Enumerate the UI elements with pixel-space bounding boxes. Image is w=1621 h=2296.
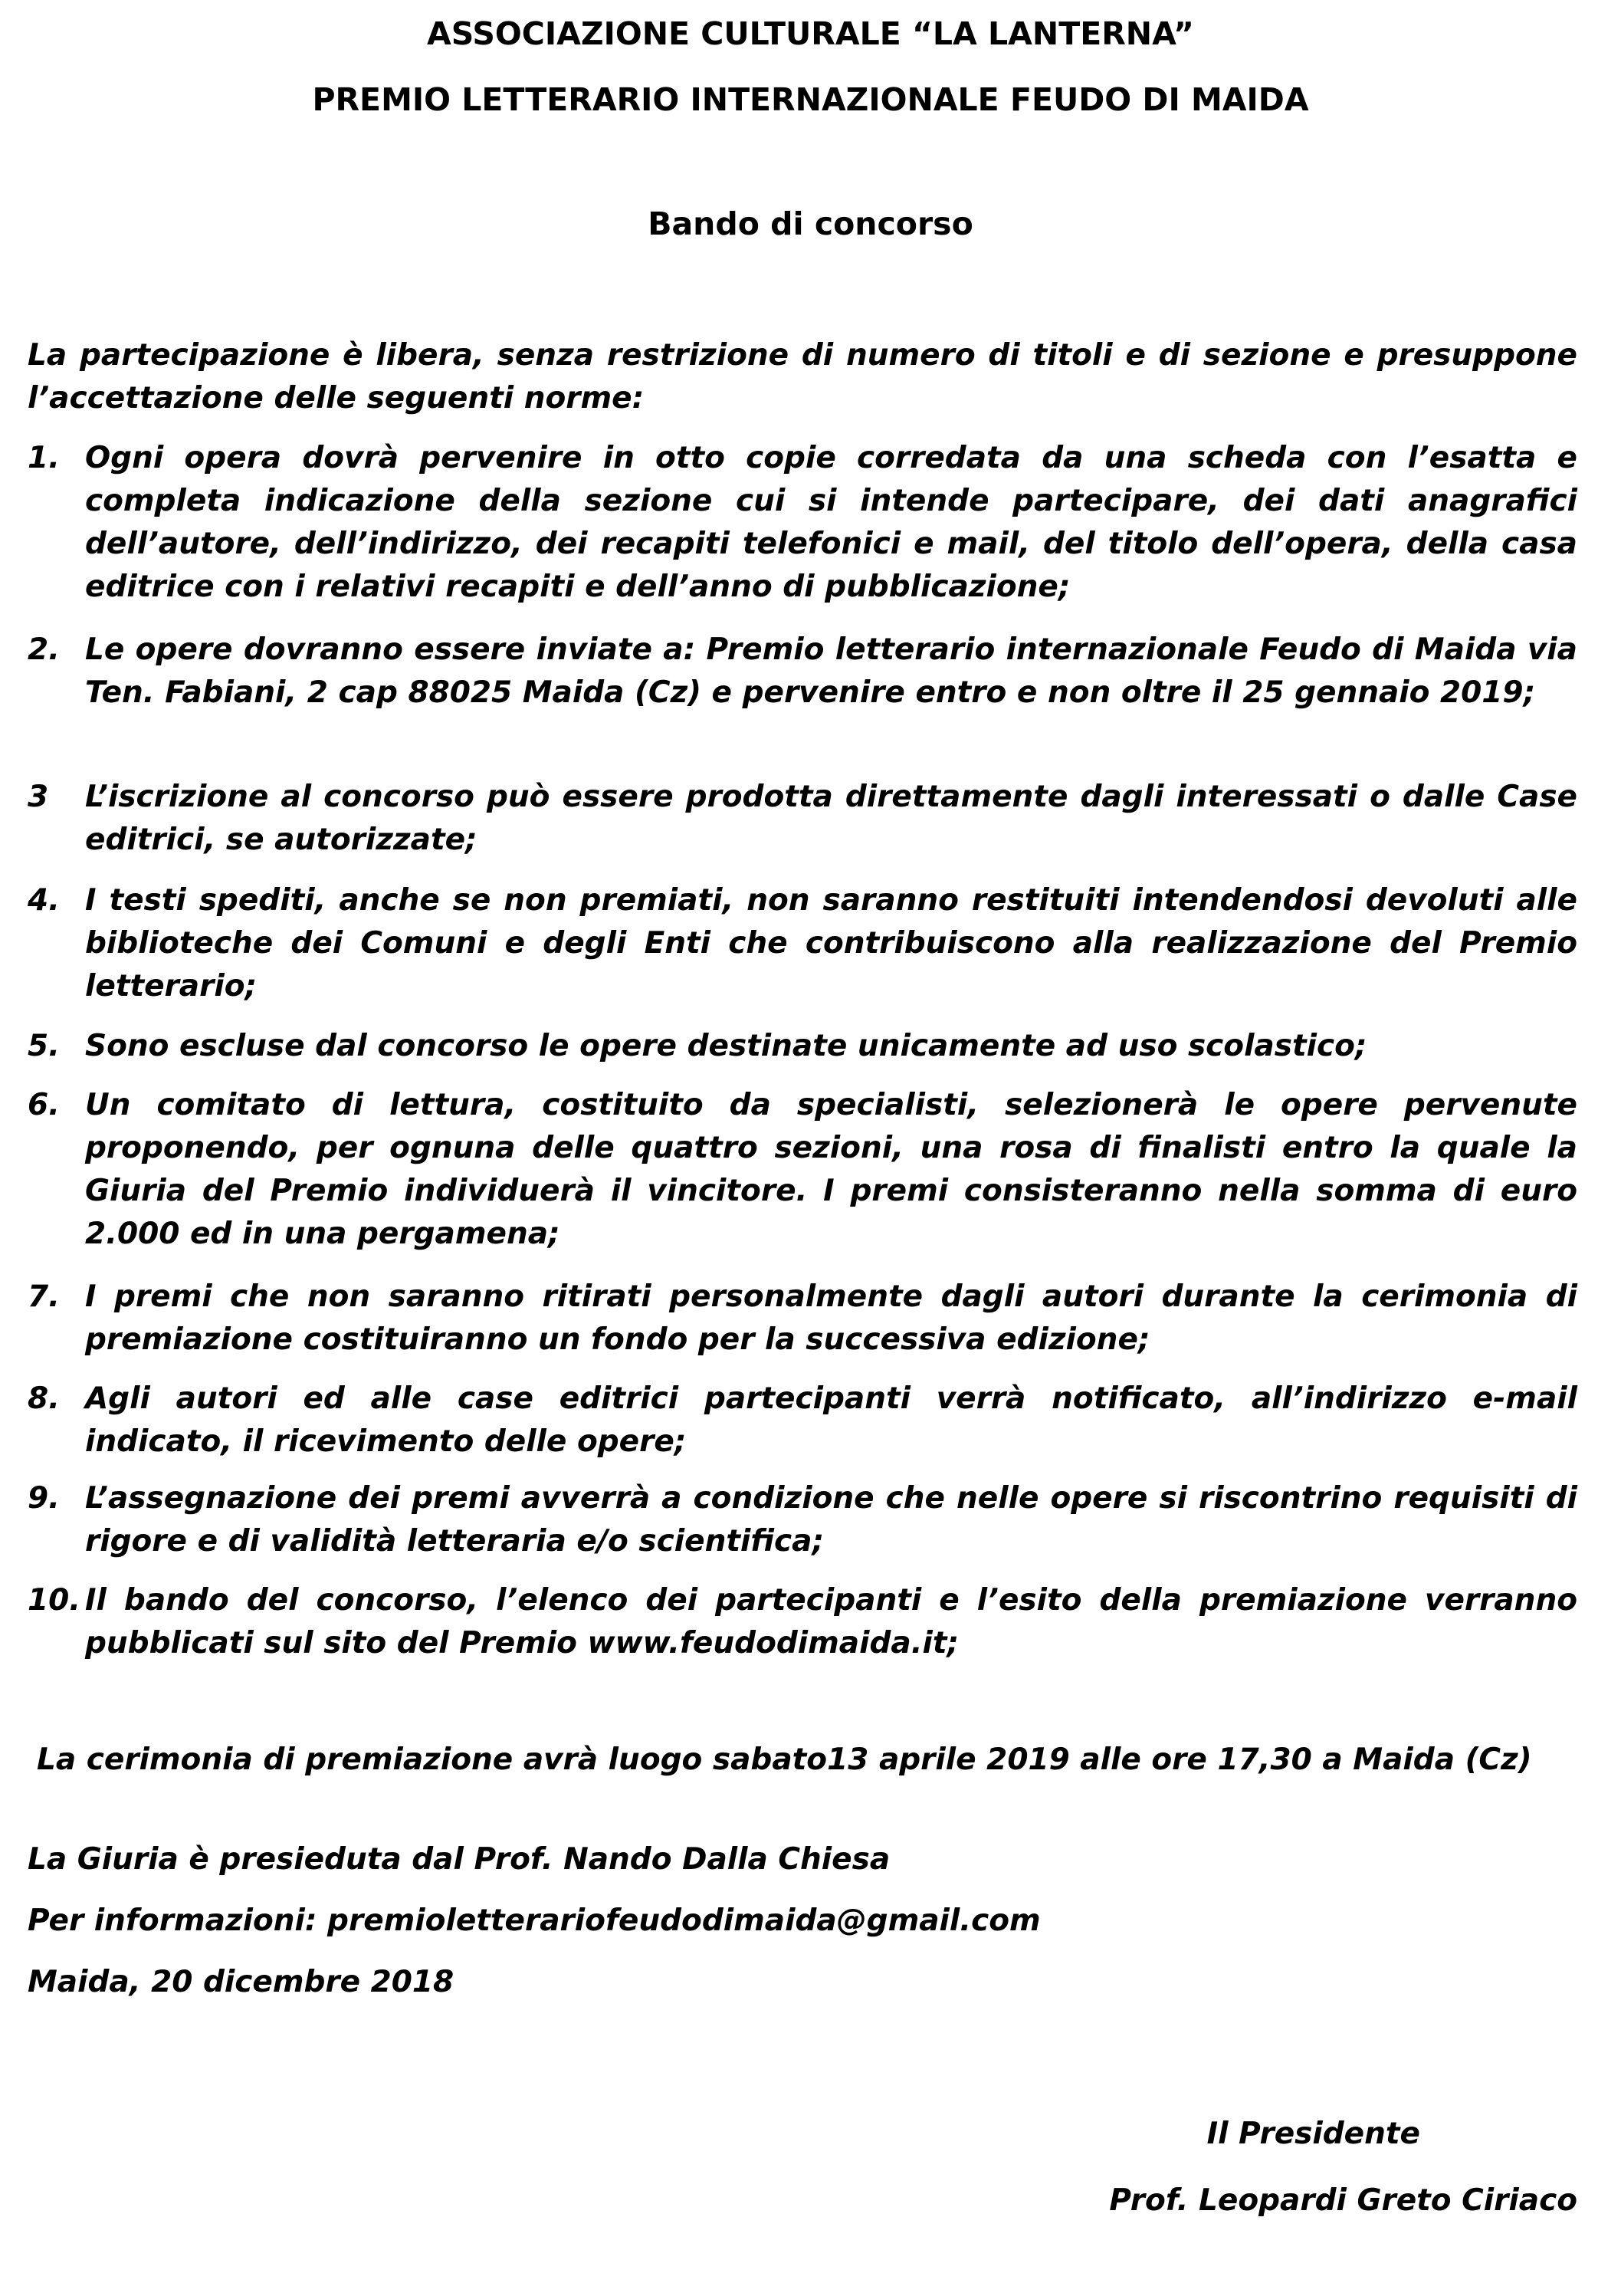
rule-item <box>28 1579 1577 1665</box>
rule-item <box>28 629 1577 714</box>
rule-text: Le opere dovranno essere inviate a: Premio letterario internazionale Feudo di Maida via Ten. Fabiani, 2 cap 88025 Maida (Cz) e pervenire entro e non oltre il 25 gennaio 2019; <box>85 632 1577 710</box>
signature-name: Prof. Leopardi Greto Ciriaco <box>1109 2183 1577 2218</box>
rule-number: 1. <box>28 441 60 475</box>
rule-text: I testi spediti, anche se non premiati, non saranno restituiti intendendosi devoluti alle biblioteche dei Comuni e degli Enti che contribuiscono alla realizzazione del Premio letterario; <box>85 883 1577 1003</box>
rule-number: 2. <box>28 632 60 667</box>
rule-number: 4. <box>28 883 60 918</box>
prize-title: PREMIO LETTERARIO INTERNAZIONALE FEUDO DI MAIDA <box>312 81 1309 118</box>
intro-paragraph: La partecipazione è libera, senza restrizione di numero di titoli e di sezione e presuppone l’accettazione delle seguenti norme: <box>28 338 1577 416</box>
rule-text: Ogni opera dovrà pervenire in otto copie corredata da una scheda con l’esatta e completa indicazione della sezione cui si intende partecipare, dei dati anagrafici dell’autore, dell’indirizzo, dei recapiti telefonici e mail, del titolo dell’opera, della casa editrice con i relativi recapiti e dell’anno di pubblicazione; <box>85 441 1577 604</box>
jury-notice: La Giuria è presieduta dal Prof. Nando Dalla Chiesa <box>28 1842 891 1877</box>
notice-title: Bando di concorso <box>648 205 973 242</box>
rule-text: Un comitato di lettura, costituito da specialisti, selezionerà le opere pervenute proponendo, per ognuna delle quattro sezioni, una rosa di finalisti entro la quale la Giuria del Premio individuerà il vincitore. I premi consisteranno nella somma di euro 2.000 ed in una pergamena; <box>85 1088 1577 1251</box>
rule-number: 10. <box>28 1583 81 1618</box>
rule-text: L’iscrizione al concorso può essere prodotta direttamente dagli interessati o dalle Case editrici, se autorizzate; <box>85 780 1577 857</box>
rule-item <box>28 437 1577 609</box>
rule-item <box>28 879 1577 1008</box>
rule-item <box>28 1084 1577 1256</box>
rule-text: L’assegnazione dei premi avverrà a condizione che nelle opere si riscontrino requisiti di rigore e di validità letteraria e/o scientifica; <box>85 1481 1577 1559</box>
info-contact: Per informazioni: premioletterariofeudodimaida@gmail.com <box>28 1903 1041 1938</box>
rule-item <box>28 1378 1577 1463</box>
rule-text: I premi che non saranno ritirati personalmente dagli autori durante la cerimonia di premiazione costituiranno un fondo per la successiva edizione; <box>85 1279 1577 1357</box>
rule-number: 6. <box>28 1088 60 1122</box>
rule-number: 7. <box>28 1279 60 1314</box>
rule-item <box>28 1276 1577 1362</box>
rule-item <box>28 776 1577 862</box>
rule-number: 5. <box>28 1029 60 1063</box>
association-title: ASSOCIAZIONE CULTURALE “LA LANTERNA” <box>426 15 1195 52</box>
rule-number: 3 <box>28 780 49 814</box>
rule-item <box>28 1477 1577 1563</box>
rule-text: Il bando del concorso, l’elenco dei partecipanti e l’esito della premiazione verranno pubblicati sul sito del Premio www.feudodimaida.it; <box>85 1583 1577 1660</box>
rule-text: Agli autori ed alle case editrici partecipanti verrà notificato, all’indirizzo e-mail indicato, il ricevimento delle opere; <box>85 1381 1577 1459</box>
ceremony-notice: La cerimonia di premiazione avrà luogo sabato13 aprile 2019 alle ore 17,30 a Maida (Cz) <box>37 1743 1532 1777</box>
rule-text: Sono escluse dal concorso le opere destinate unicamente ad uso scolastico; <box>85 1029 1367 1063</box>
document-date: Maida, 20 dicembre 2018 <box>28 1965 454 1999</box>
rule-number: 9. <box>28 1481 60 1516</box>
rule-number: 8. <box>28 1381 60 1416</box>
rule-item <box>28 1025 1577 1068</box>
signature-role: Il Presidente <box>1206 2117 1420 2151</box>
